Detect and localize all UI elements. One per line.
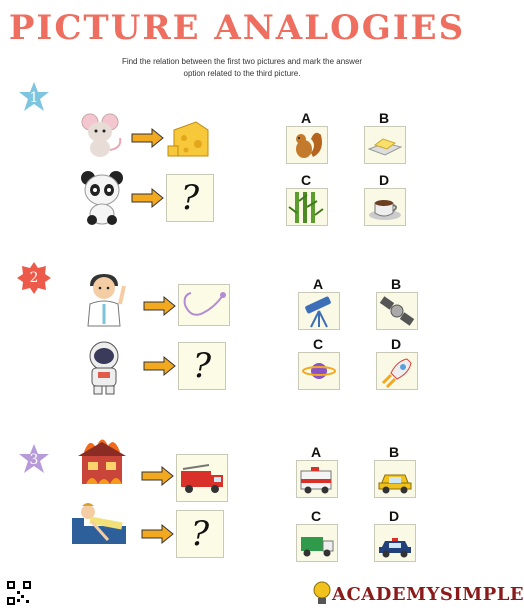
bamboo-icon	[287, 189, 327, 225]
telescope-icon	[299, 293, 339, 329]
police-car-icon	[375, 525, 415, 561]
doctor-icon	[80, 272, 128, 328]
option-d-box[interactable]	[374, 524, 416, 562]
question-mark: ?	[192, 346, 212, 386]
option-d-box[interactable]	[376, 352, 418, 390]
option-b-box[interactable]	[374, 460, 416, 498]
rocket-icon	[377, 353, 417, 389]
option-b-box[interactable]	[364, 126, 406, 164]
arrow-icon	[130, 128, 164, 148]
question-2-badge	[16, 260, 52, 296]
answer-box[interactable]	[176, 510, 224, 558]
option-d-letter: D	[390, 336, 402, 352]
question-3-number: 3	[29, 452, 39, 468]
page-title: PICTURE ANALOGIES	[8, 8, 466, 48]
panda-icon	[78, 168, 126, 226]
option-c-box[interactable]	[298, 352, 340, 390]
arrow-icon	[140, 524, 174, 544]
option-c-letter: C	[310, 508, 322, 524]
squirrel-icon	[287, 127, 327, 163]
instructions: Find the relation between the first two pictures and mark the answer option related to the third picture.	[121, 57, 363, 78]
question-mark: ?	[190, 514, 210, 554]
option-a-box[interactable]	[298, 292, 340, 330]
option-c-box[interactable]	[296, 524, 338, 562]
qr-code-icon	[6, 580, 32, 606]
garbage-truck-icon	[297, 525, 337, 561]
option-a-letter: A	[310, 444, 322, 460]
option-b-letter: B	[390, 276, 402, 292]
option-a-box[interactable]	[296, 460, 338, 498]
option-a-letter: A	[300, 110, 312, 126]
cheese-icon	[166, 116, 214, 162]
arrow-icon	[140, 466, 174, 486]
answer-box[interactable]	[166, 174, 214, 222]
option-b-box[interactable]	[376, 292, 418, 330]
lightbulb-logo-icon	[312, 580, 332, 608]
brand-name: ACADEMYSIMPLE	[332, 584, 524, 605]
stethoscope-icon	[179, 285, 229, 325]
burning-house-icon	[76, 432, 128, 488]
option-a-letter: A	[312, 276, 324, 292]
option-d-letter: D	[378, 172, 390, 188]
sick-person-icon	[68, 496, 130, 552]
arrow-icon	[130, 188, 164, 208]
option-b-letter: B	[388, 444, 400, 460]
option-a-box[interactable]	[286, 126, 328, 164]
arrow-icon	[142, 356, 176, 376]
option-d-letter: D	[388, 508, 400, 524]
fire-truck-box	[176, 454, 228, 502]
option-b-letter: B	[378, 110, 390, 126]
taxi-icon	[375, 461, 415, 497]
coffee-icon	[365, 189, 405, 225]
question-mark: ?	[180, 178, 200, 218]
mouse-icon	[78, 112, 126, 158]
planet-icon	[299, 353, 339, 389]
ambulance-icon	[297, 461, 337, 497]
satellite-icon	[377, 293, 417, 329]
question-2-number: 2	[29, 270, 39, 286]
option-d-box[interactable]	[364, 188, 406, 226]
option-c-letter: C	[300, 172, 312, 188]
astronaut-icon	[80, 340, 128, 396]
option-c-box[interactable]	[286, 188, 328, 226]
stethoscope-box	[178, 284, 230, 326]
question-1-number: 1	[29, 90, 39, 106]
question-3-badge	[16, 442, 52, 478]
fire-truck-icon	[177, 455, 227, 501]
butter-icon	[365, 127, 405, 163]
question-1-badge	[16, 80, 52, 116]
answer-box[interactable]	[178, 342, 226, 390]
option-c-letter: C	[312, 336, 324, 352]
arrow-icon	[142, 296, 176, 316]
